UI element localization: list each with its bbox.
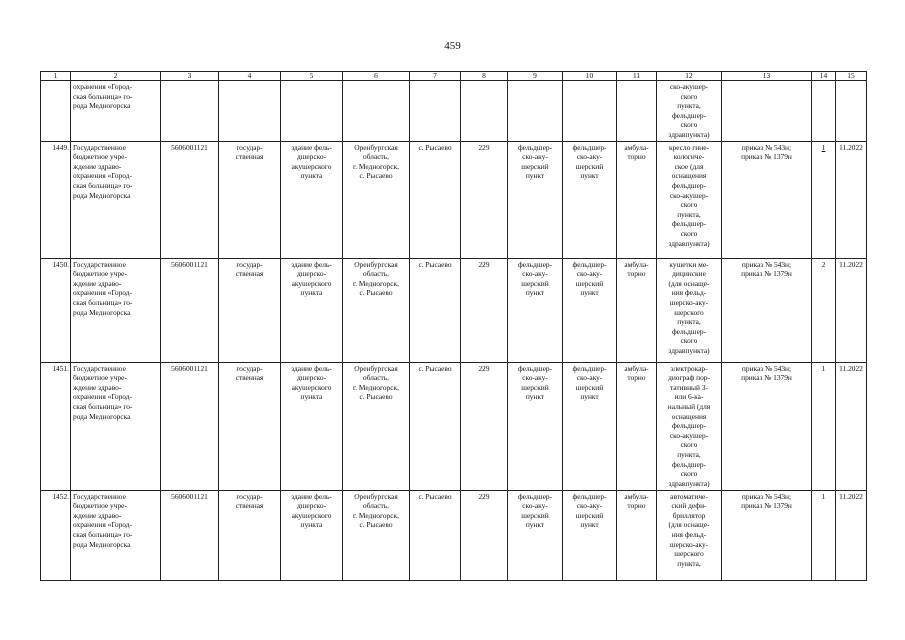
row-number-cell: 1451. xyxy=(41,362,71,490)
column-number: 12 xyxy=(657,72,722,81)
equipment-cell: ско-акушер- ского пункта, фельдшер- ского здравпункта) xyxy=(657,81,722,142)
equipment-cell: электрокар- диограф пор- тативный 3- или 6-ка- нальный (для оснащения фельдшер- ско-акушер- ского пункта, фельдшер- ского здравпункта) xyxy=(657,362,722,490)
column-number: 6 xyxy=(343,72,410,81)
page-number: 459 xyxy=(444,40,461,52)
quantity-cell: 1 xyxy=(812,141,836,258)
column-number: 14 xyxy=(812,72,836,81)
date-cell: 11.2022 xyxy=(836,362,867,490)
organization-cell: охранения «Город- ская больница» го- рода Медногорска xyxy=(71,81,161,142)
ownership-cell: государ- ственная xyxy=(219,362,281,490)
inn-cell: 5606001121 xyxy=(161,141,219,258)
orders-cell: приказ № 543н; приказ № 1379н xyxy=(722,141,812,258)
settlement-cell: с. Рысаево xyxy=(410,141,461,258)
row-number-cell: 1450. xyxy=(41,258,71,362)
inn-cell: 5606001121 xyxy=(161,258,219,362)
column-number: 11 xyxy=(617,72,657,81)
unit-type-cell: фельдшер- ско-аку- шерский пункт xyxy=(508,362,563,490)
column-number: 3 xyxy=(161,72,219,81)
settlement-cell: с. Рысаево xyxy=(410,362,461,490)
care-cell: амбула- торно xyxy=(617,490,657,580)
care-cell: амбула- торно xyxy=(617,258,657,362)
row-number-cell: 1449. xyxy=(41,141,71,258)
equipment-cell: кресло гине- кологиче- ское (для оснащения фельдшер- ско-акушер- ского пункта, фельдшер- ского здравпункта) xyxy=(657,141,722,258)
unit-name-cell: фельдшер- ско-аку- шерский пункт xyxy=(563,258,617,362)
address-cell: Оренбургская область, г. Медногорск, с. Рысаево xyxy=(343,490,410,580)
equipment-cell: автоматиче- ский дефи- бриллятор (для оснаще- ния фельд- шерско-аку- шерского пункта, xyxy=(657,490,722,580)
organization-cell: Государственное бюджетное учре- ждение здраво- охранения «Город- ская больница» го- рода Медногорска xyxy=(71,258,161,362)
column-number-row xyxy=(41,72,867,81)
unit-name-cell: фельдшер- ско-аку- шерский пункт xyxy=(563,490,617,580)
table-row xyxy=(41,258,867,362)
date-cell: 11.2022 xyxy=(836,258,867,362)
building-cell: здание фель- дшерско- акушерского пункта xyxy=(281,258,343,362)
population-cell: 229 xyxy=(461,258,508,362)
unit-name-cell: фельдшер- ско-аку- шерский пункт xyxy=(563,362,617,490)
building-cell: здание фель- дшерско- акушерского пункта xyxy=(281,141,343,258)
population-cell: 229 xyxy=(461,141,508,258)
unit-name-cell: фельдшер- ско-аку- шерский пункт xyxy=(563,141,617,258)
register-table xyxy=(40,71,867,581)
organization-cell: Государственное бюджетное учре- ждение здраво- охранения «Город- ская больница» го- рода Медногорска xyxy=(71,141,161,258)
building-cell: здание фель- дшерско- акушерского пункта xyxy=(281,362,343,490)
address-cell: Оренбургская область, г. Медногорск, с. Рысаево xyxy=(343,362,410,490)
equipment-cell: кушетки ме- дицинские (для оснаще- ния фельд- шерско-аку- шерского пункта, фельдшер- ского здравпункта) xyxy=(657,258,722,362)
column-number: 2 xyxy=(71,72,161,81)
ownership-cell: государ- ственная xyxy=(219,141,281,258)
quantity-cell: 1 xyxy=(812,362,836,490)
column-number: 4 xyxy=(219,72,281,81)
column-number: 1 xyxy=(41,72,71,81)
row-number-cell: 1452. xyxy=(41,490,71,580)
ownership-cell: государ- ственная xyxy=(219,258,281,362)
settlement-cell: с. Рысаево xyxy=(410,258,461,362)
date-cell: 11.2022 xyxy=(836,141,867,258)
column-number: 5 xyxy=(281,72,343,81)
column-number: 8 xyxy=(461,72,508,81)
unit-type-cell: фельдшер- ско-аку- шерский пункт xyxy=(508,258,563,362)
inn-cell: 5606001121 xyxy=(161,490,219,580)
quantity-cell: 2 xyxy=(812,258,836,362)
table-row xyxy=(41,362,867,490)
building-cell: здание фель- дшерско- акушерского пункта xyxy=(281,490,343,580)
care-cell: амбула- торно xyxy=(617,362,657,490)
unit-type-cell: фельдшер- ско-аку- шерский пункт xyxy=(508,141,563,258)
column-number: 13 xyxy=(722,72,812,81)
unit-type-cell: фельдшер- ско-аку- шерский пункт xyxy=(508,490,563,580)
settlement-cell: с. Рысаево xyxy=(410,490,461,580)
orders-cell: приказ № 543н; приказ № 1379н xyxy=(722,362,812,490)
address-cell: Оренбургская область, г. Медногорск, с. Рысаево xyxy=(343,141,410,258)
ownership-cell: государ- ственная xyxy=(219,490,281,580)
table-row xyxy=(41,490,867,580)
population-cell: 229 xyxy=(461,490,508,580)
column-number: 7 xyxy=(410,72,461,81)
orders-cell: приказ № 543н; приказ № 1379н xyxy=(722,258,812,362)
column-number: 15 xyxy=(836,72,867,81)
date-cell: 11.2022 xyxy=(836,490,867,580)
population-cell: 229 xyxy=(461,362,508,490)
address-cell: Оренбургская область, г. Медногорск, с. Рысаево xyxy=(343,258,410,362)
inn-cell: 5606001121 xyxy=(161,362,219,490)
care-cell: амбула- торно xyxy=(617,141,657,258)
organization-cell: Государственное бюджетное учре- ждение здраво- охранения «Город- ская больница» го- рода Медногорска xyxy=(71,362,161,490)
orders-cell: приказ № 543н; приказ № 1379н xyxy=(722,490,812,580)
organization-cell: Государственное бюджетное учре- ждение здраво- охранения «Город- ская больница» го- рода Медногорска xyxy=(71,490,161,580)
column-number: 10 xyxy=(563,72,617,81)
quantity-cell: 1 xyxy=(812,490,836,580)
continuation-row xyxy=(41,81,867,142)
column-number: 9 xyxy=(508,72,563,81)
table-row xyxy=(41,141,867,258)
